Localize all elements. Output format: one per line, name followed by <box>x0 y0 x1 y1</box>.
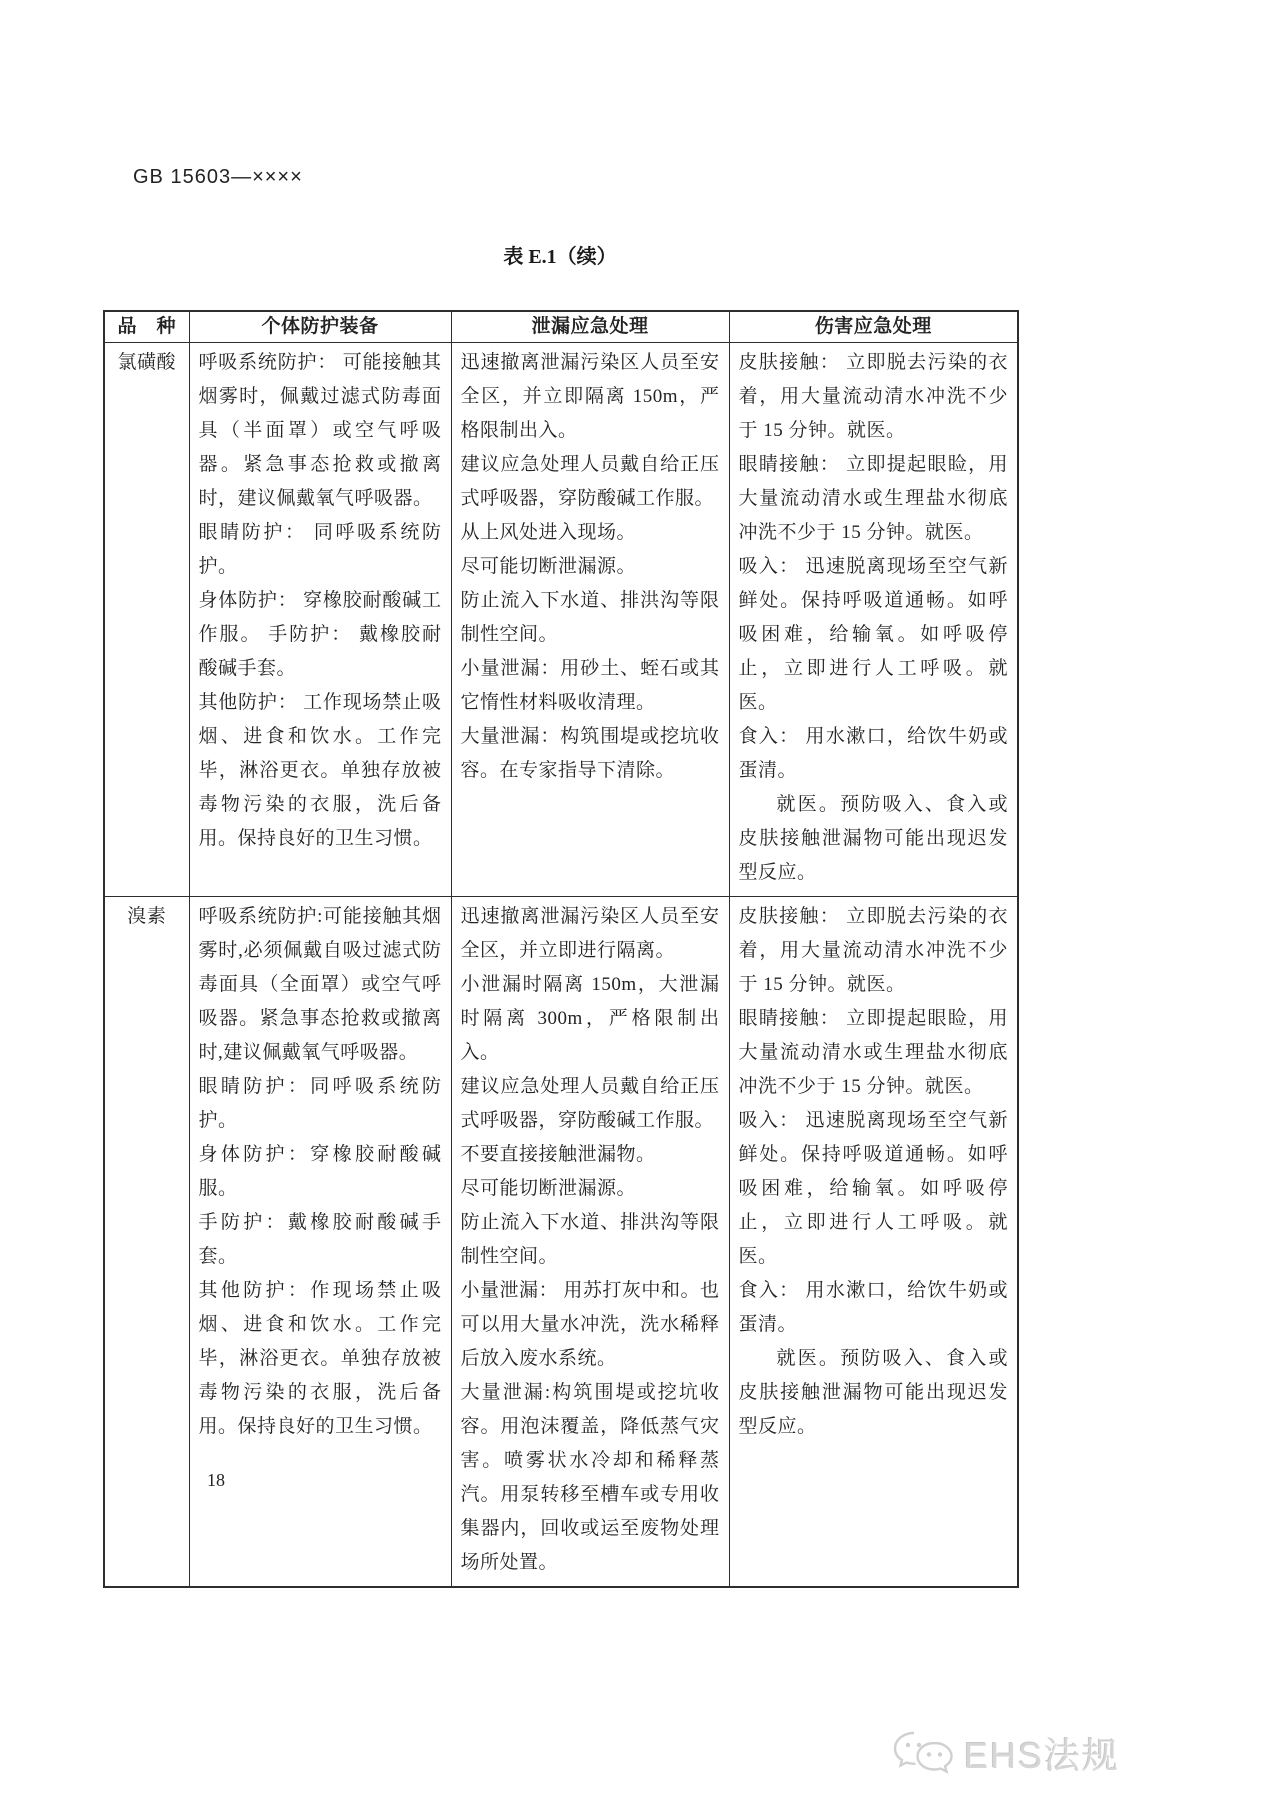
cell-paragraph: 建议应急处理人员戴自给正压式呼吸器，穿防酸碱工作服。 <box>460 1076 720 1131</box>
cell-paragraph: 食入： 用水漱口，给饮牛奶或蛋清。 <box>738 726 1008 781</box>
injury-response-cell <box>729 343 1018 897</box>
cell-paragraph: 就医。预防吸入、食入或皮肤接触泄漏物可能出现迟发型反应。 <box>738 1348 1008 1437</box>
table-title: 表 E.1（续） <box>503 246 617 268</box>
leak-response-cell <box>451 897 729 1588</box>
ppe-cell <box>189 343 451 897</box>
cell-paragraph: 迅速撤离泄漏污染区人员至安全区，并立即隔离 150m，严格限制出入。 <box>460 352 720 441</box>
cell-paragraph: 从上风处进入现场。 <box>460 522 637 543</box>
cell-paragraph: 身体防护： 穿橡胶耐酸碱工作服。 手防护： 戴橡胶耐酸碱手套。 <box>198 590 442 679</box>
cell-paragraph: 眼睛防护： 同呼吸系统防护。 <box>198 522 442 577</box>
table-row <box>104 897 1018 1588</box>
cell-paragraph: 皮肤接触： 立即脱去污染的衣着，用大量流动清水冲洗不少于 15 分钟。就医。 <box>738 352 1008 441</box>
injury-response-cell <box>729 897 1018 1588</box>
cell-paragraph: 大量泄漏:构筑围堤或挖坑收容。用泡沫覆盖，降低蒸气灾害。喷雾状水冷却和稀释蒸汽。用泵转移至槽车或专用收集器内，回收或运至废物处理场所处置。 <box>460 1382 720 1573</box>
cell-paragraph: 建议应急处理人员戴自给正压式呼吸器，穿防酸碱工作服。 <box>460 454 720 509</box>
hazard-table <box>103 310 1019 1588</box>
cell-paragraph: 不要直接接触泄漏物。 <box>460 1144 656 1165</box>
species-name: 氯磺酸 <box>104 343 189 897</box>
cell-paragraph: 呼吸系统防护:可能接触其烟雾时,必须佩戴自吸过滤式防毒面具（全面罩）或空气呼吸器。紧急事态抢救或撤离时,建议佩戴氧气呼吸器。 <box>198 906 442 1063</box>
header-injury-response: 伤害应急处理 <box>729 311 1018 343</box>
cell-paragraph: 防止流入下水道、排洪沟等限制性空间。 <box>460 590 720 645</box>
cell-paragraph: 大量泄漏：构筑围堤或挖坑收容。在专家指导下清除。 <box>460 726 720 781</box>
wechat-icon <box>892 1730 954 1778</box>
cell-paragraph: 食入： 用水漱口，给饮牛奶或蛋清。 <box>738 1280 1008 1335</box>
table-row <box>104 343 1018 897</box>
watermark <box>892 1728 1120 1779</box>
watermark-text: EHS法规 <box>963 1735 1120 1776</box>
cell-paragraph: 迅速撤离泄漏污染区人员至安全区，并立即进行隔离。 <box>460 906 720 961</box>
header-species: 品 种 <box>104 311 189 343</box>
cell-paragraph: 眼睛接触： 立即提起眼睑，用大量流动清水或生理盐水彻底冲洗不少于 15 分钟。就医。 <box>738 454 1008 543</box>
cell-paragraph: 其他防护：作现场禁止吸烟、进食和饮水。工作完毕，淋浴更衣。单独存放被毒物污染的衣服，洗后备用。保持良好的卫生习惯。 <box>198 1280 442 1437</box>
cell-paragraph: 手防护：戴橡胶耐酸碱手套。 <box>198 1212 442 1267</box>
header-ppe: 个体防护装备 <box>189 311 451 343</box>
cell-paragraph: 呼吸系统防护： 可能接触其烟雾时，佩戴过滤式防毒面具（半面罩）或空气呼吸器。紧急事态抢救或撤离时，建议佩戴氧气呼吸器。 <box>198 352 442 509</box>
cell-paragraph: 防止流入下水道、排洪沟等限制性空间。 <box>460 1212 720 1267</box>
cell-paragraph: 眼睛防护：同呼吸系统防护。 <box>198 1076 442 1131</box>
species-name: 溴素 <box>104 897 189 1588</box>
cell-paragraph: 皮肤接触： 立即脱去污染的衣着，用大量流动清水冲洗不少于 15 分钟。就医。 <box>738 906 1008 995</box>
header-leak-response: 泄漏应急处理 <box>451 311 729 343</box>
cell-paragraph: 就医。预防吸入、食入或皮肤接触泄漏物可能出现迟发型反应。 <box>738 794 1008 883</box>
cell-paragraph: 小量泄漏：用砂土、蛭石或其它惰性材料吸收清理。 <box>460 658 720 713</box>
cell-paragraph: 眼睛接触： 立即提起眼睑，用大量流动清水或生理盐水彻底冲洗不少于 15 分钟。就医。 <box>738 1008 1008 1097</box>
ppe-cell <box>189 897 451 1588</box>
cell-paragraph: 小量泄漏： 用苏打灰中和。也可以用大量水冲洗，洗水稀释后放入废水系统。 <box>460 1280 720 1369</box>
cell-paragraph: 其他防护： 工作现场禁止吸烟、进食和饮水。工作完毕，淋浴更衣。单独存放被毒物污染的衣服，洗后备用。保持良好的卫生习惯。 <box>198 692 442 849</box>
cell-paragraph: 尽可能切断泄漏源。 <box>460 556 637 577</box>
leak-response-cell <box>451 343 729 897</box>
cell-paragraph: 尽可能切断泄漏源。 <box>460 1178 637 1199</box>
cell-paragraph: 小泄漏时隔离 150m，大泄漏时隔离 300m，严格限制出入。 <box>460 974 720 1063</box>
table-header-row <box>104 311 1018 343</box>
cell-paragraph: 吸入： 迅速脱离现场至空气新鲜处。保持呼吸道通畅。如呼吸困难，给输氧。如呼吸停止，立即进行人工呼吸。就医。 <box>738 556 1008 713</box>
page-number: 18 <box>207 1470 225 1490</box>
cell-paragraph: 身体防护：穿橡胶耐酸碱服。 <box>198 1144 442 1199</box>
standard-number: GB 15603—×××× <box>133 166 303 188</box>
cell-paragraph: 吸入： 迅速脱离现场至空气新鲜处。保持呼吸道通畅。如呼吸困难，给输氧。如呼吸停止，立即进行人工呼吸。就医。 <box>738 1110 1008 1267</box>
